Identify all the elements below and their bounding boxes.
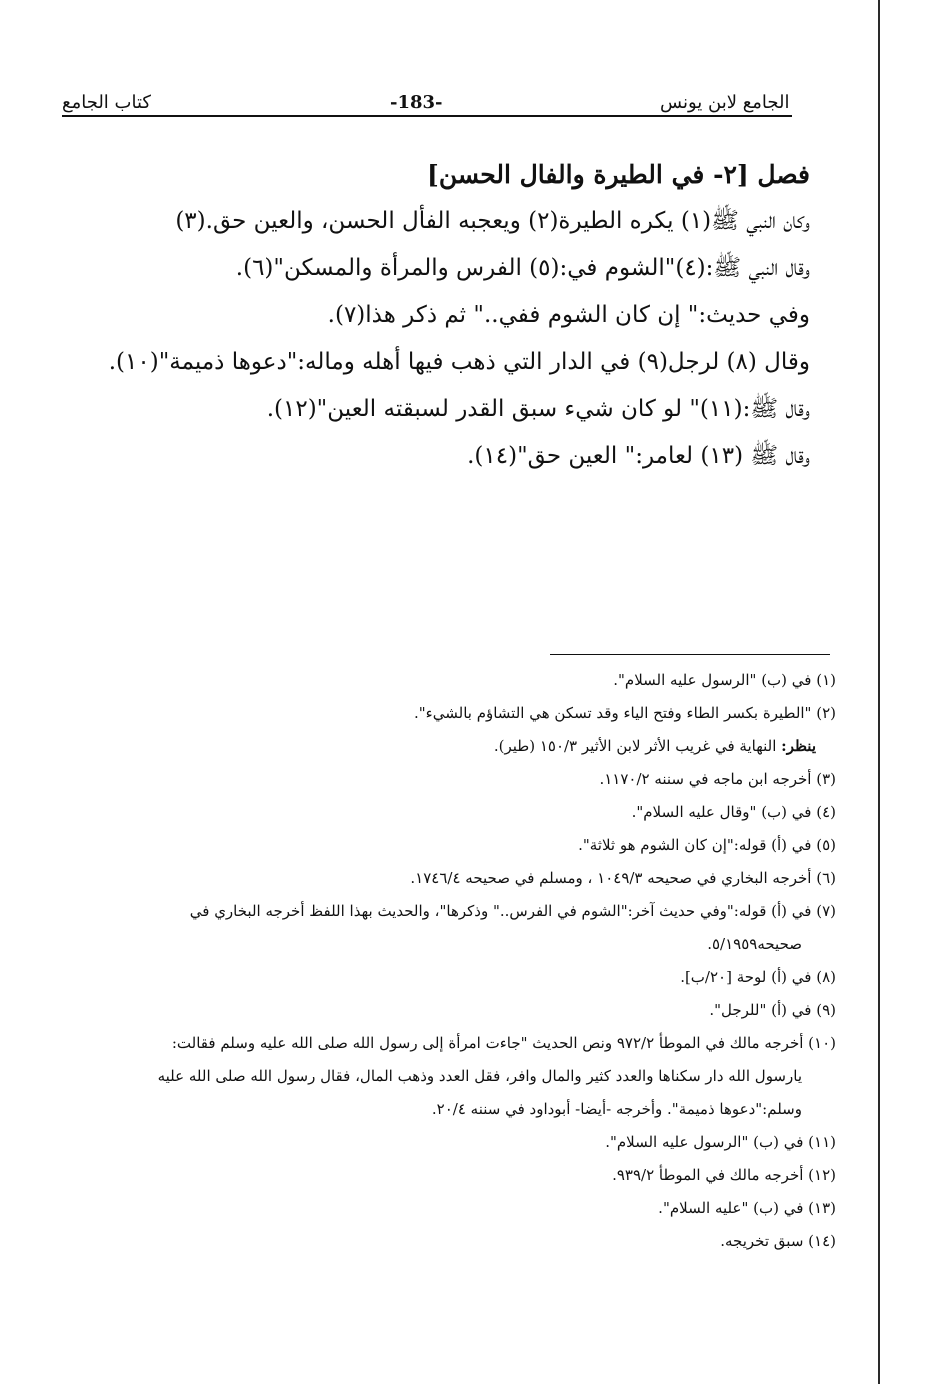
footnote-5: (٥) في (أ) قوله:"إن كان الشوم هو ثلاثة". — [578, 836, 836, 854]
footnote-1: (١) في (ب) "الرسول عليه السلام". — [613, 671, 836, 689]
header-rule — [62, 115, 792, 117]
running-header-chapter: كتاب الجامع — [62, 92, 151, 113]
footnote-2-reference — [56, 730, 836, 763]
footnotes — [56, 664, 836, 1258]
footnote-separator — [550, 654, 830, 655]
footnote-10: (١٠) أخرجه مالك في الموطأ ٩٧٢/٢ ونص الحديث "جاءت امرأة إلى رسول الله صلى الله عليه وسلم فقالت: — [171, 1034, 836, 1052]
reference-text: النهاية في غريب الأثر لابن الأثير ١٥٠/٣ (طير). — [493, 737, 782, 755]
text-line: وقال ﷺ (١٣) لعامر:" العين حق"(١٤). — [467, 443, 810, 469]
text-line: وفي حديث:" إن كان الشوم ففي.." ثم ذكر هذا(٧). — [327, 302, 810, 328]
footnote-14: (١٤) سبق تخريجه. — [720, 1232, 836, 1250]
reference-label: ينظر: — [781, 737, 816, 755]
footnote-10-continued: وسلم:"دعوها ذميمة". وأخرجه -أيضا- أبوداود في سننه ٢٠/٤. — [431, 1100, 802, 1118]
page-number: -183- — [390, 92, 443, 113]
footnote-4: (٤) في (ب) "وقال عليه السلام". — [631, 803, 836, 821]
footnote-2: (٢) "الطيرة بكسر الطاء وفتح الياء وقد تسكن هي التشاؤم بالشيء". — [414, 704, 836, 722]
text-line: وكان النبي ﷺ(١) يكره الطيرة(٢) ويعجبه الفأل الحسن، والعين حق.(٣) — [175, 208, 810, 234]
footnote-7: (٧) في (أ) قوله:"وفي حديث آخر:"الشوم في الفرس.." وذكرها"، والحديث بهذا اللفظ أخرجه البخاري في — [189, 902, 836, 920]
footnote-12: (١٢) أخرجه مالك في الموطأ ٩٣٩/٢. — [612, 1166, 836, 1184]
footnote-6: (٦) أخرجه البخاري في صحيحه ١٠٤٩/٣ ، ومسلم في صحيحه ١٧٤٦/٤. — [410, 869, 836, 887]
footnote-11: (١١) في (ب) "الرسول عليه السلام". — [605, 1133, 836, 1151]
text-line: وقال ﷺ:(١١)" لو كان شيء سبق القدر لسبقته العين"(١٢). — [266, 396, 810, 422]
text-line: وقال (٨) لرجل(٩) في الدار التي ذهب فيها أهله وماله:"دعوها ذميمة"(١٠). — [108, 349, 810, 375]
footnote-13: (١٣) في (ب) "عليه السلام". — [658, 1199, 836, 1217]
footnote-7-continued: صحيحه٥/١٩٥٩. — [707, 935, 802, 953]
section-title: فصل [٢- في الطيرة والفال الحسن] — [427, 160, 810, 189]
scan-edge-line — [878, 0, 880, 1384]
text-line: وقال النبي ﷺ:(٤)"الشوم في:(٥) الفرس والمرأة والمسكن"(٦). — [235, 255, 810, 281]
footnote-10-continued: يارسول الله دار سكناها والعدد كثير والمال وافر، فقل العدد وذهب المال، فقال رسول الله صلى الله عليه — [157, 1067, 802, 1085]
footnote-3: (٣) أخرجه ابن ماجه في سننه ١١٧٠/٢. — [599, 770, 836, 788]
running-header-book-title: الجامع لابن يونس — [660, 92, 790, 113]
footnote-8: (٨) في (أ) لوحة [٢٠/ب]. — [680, 968, 836, 986]
main-text — [108, 152, 810, 480]
footnote-9: (٩) في (أ) "للرجل". — [709, 1001, 836, 1019]
